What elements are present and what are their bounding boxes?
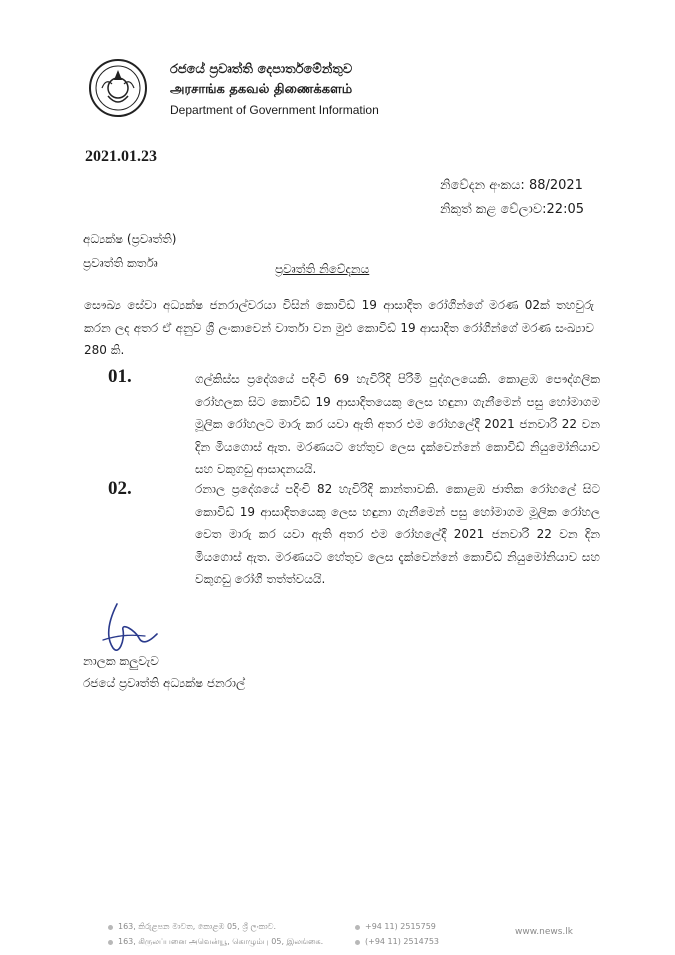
release-date: 2021.01.23: [85, 148, 157, 165]
footer-website[interactable]: www.news.lk: [515, 927, 573, 937]
item-text-1: ගල්කිස්ස ප්‍රදේශයේ පදිංචි 69 හැවිරිදි පිරිමි පුද්ගලයෙකි. කොළඹ පෞද්ගලික රෝහලක සිට කොවිඩ් 19 ආසාදිතයෙකු ලෙස හඳුනා ගැනීමෙන් පසු හෝමාගම මූලික රෝහලට මාරු කර යවා ඇති අතර එම රෝහලේදී 2021 ජනවාරි 22 වන දින මියගොස් ඇත. මරණයට හේතුව ලෙස දැක්වෙන්නේ කොවිඩ් නියුමෝනියාව සහ වකුගඩු ආසාදනයයි.: [195, 372, 600, 476]
footer-phone: +94 11) 2515759: [365, 922, 436, 931]
footer-address-sinhala: 163, කිරුළපන මාවත, කොළඹ 05, ශ්‍රී ලංකාව.: [118, 922, 277, 931]
addressee-line-1: අධ්‍යක්ෂ (ප්‍රවෘත්ති): [83, 232, 177, 246]
footer-address-tamil: 163, கிருலப்பனை அவென்யூ, கொழும்பு 05, இலங்கை.: [118, 937, 324, 946]
item-text-2: රනාල ප්‍රදේශයේ පදිංචි 82 හැවිරිදි කාන්තාවකි. කොළඹ ජාතික රෝහලේ සිට කොවිඩ් 19 ආසාදිතයෙකු ලෙස හඳුනා ගැනීමෙන් පසු හෝමාගම මූලික රෝහල වෙත මාරු කර යවා ඇති අතර එම රෝහලේදී 2021 ජනවාරි 22 වන දින මියගොස් ඇත. මරණයට හේතුව ලෙස දැක්වෙන්නේ කොවිඩ් නියුමෝනියාව සහ වකුගඩු රෝගී තත්ත්වයයි.: [195, 482, 600, 586]
signer-title: රජයේ ප්‍රවෘත්ති අධ්‍යක්ෂ ජනරාල්: [83, 676, 246, 690]
item-number-2: 02.: [108, 478, 132, 499]
item-number-1: 01.: [108, 366, 132, 387]
document-subject: ප්‍රවෘත්ති නිවේදනය: [275, 262, 370, 276]
addressee-line-2: ප්‍රවෘත්ති කර්තෘ: [83, 256, 158, 270]
footer-fax: (+94 11) 2514753: [365, 937, 440, 946]
government-emblem-icon: [88, 58, 148, 118]
release-number: නිවේදන අංකය: 88/2021: [440, 178, 583, 193]
department-name-sinhala: රජයේ ප්‍රවෘත්ති දෙපාර්තමේන්තුව: [170, 62, 353, 77]
issued-time: නිකුත් කළ වේලාව:22:05: [440, 202, 584, 217]
department-name-english: Department of Government Information: [170, 103, 379, 117]
signer-name: නාලක කලුවැව: [83, 654, 159, 668]
footer-bullet-icon: [108, 940, 113, 945]
footer-bullet-icon: [108, 925, 113, 930]
department-name-tamil: அரசாங்க தகவல் திணைக்களம்: [170, 82, 353, 97]
phone-icon: [355, 925, 360, 930]
fax-icon: [355, 940, 360, 945]
handwritten-signature: [95, 600, 165, 662]
intro-paragraph: සෞඛ්‍ය සේවා අධ්‍යක්ෂ ජනරාල්වරයා විසින් කොවිඩ් 19 ආසාදිත රෝගීන්ගේ මරණ 02ක් තහවුරු කරන ලද අතර ඒ අනුව ශ්‍රී ලංකාවෙන් වාර්තා වන මුළු කොවිඩ් 19 ආසාදිත රෝගීන්ගේ මරණ සංඛ්‍යාව 280 කි.: [84, 298, 594, 357]
